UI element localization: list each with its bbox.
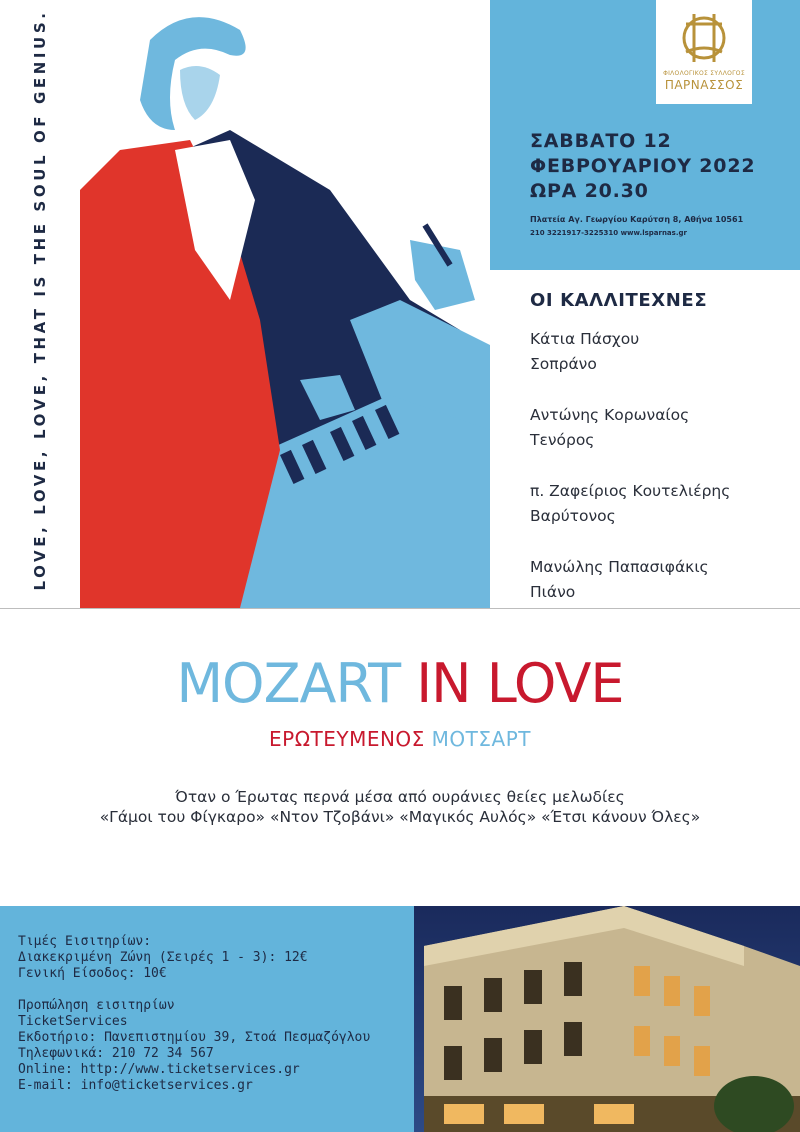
artist-role: Πιάνο (530, 583, 576, 601)
mozart-illustration (80, 0, 490, 608)
artist-name: π. Ζαφείριος Κουτελιέρης (530, 482, 731, 500)
subtitle-part2: ΜΟΤΣΑΡΤ (431, 727, 531, 751)
venue-contact: 210 3221917-3225310 www.lsparnas.gr (530, 229, 687, 237)
venue-address: Πλατεία Αγ. Γεωργίου Καρύτση 8, Αθήνα 10561 (530, 215, 744, 224)
event-date-day: ΣΑΒΒΑΤΟ 12 (530, 130, 672, 152)
ticket-vendor: TicketServices (18, 1014, 128, 1029)
section-divider (0, 608, 800, 609)
subtitle-part1: ΕΡΩΤΕΥΜΕΝΟΣ (269, 727, 425, 751)
artists-heading: ΟΙ ΚΑΛΛΙΤΕΧΝΕΣ (530, 290, 708, 311)
building-photo (414, 906, 800, 1132)
event-time: ΩΡΑ 20.30 (530, 180, 649, 202)
title-mozart: MOZART (176, 652, 401, 715)
ticket-phone: Τηλεφωνικά: 210 72 34 567 (18, 1046, 214, 1061)
logo-small-text: ΦΙΛΟΛΟΓΙΚΟΣ ΣΥΛΛΟΓΟΣ (663, 70, 745, 77)
ticket-website-link[interactable]: Online: http://www.ticketservices.gr (18, 1062, 300, 1077)
tagline-line1: Όταν ο Έρωτας περνά μέσα από ουράνιες θείες μελωδίες (175, 788, 625, 806)
concert-title (0, 652, 800, 715)
tagline-line2: «Γάμοι του Φίγκαρο» «Ντον Τζοβάνι» «Μαγικός Αυλός» «Έτσι κάνουν Όλες» (99, 808, 701, 826)
price-premium: Διακεκριμένη Ζώνη (Σειρές 1 - 3): 12€ (18, 950, 308, 965)
artist-name: Αντώνης Κορωναίος (530, 406, 690, 424)
ticket-email-link[interactable]: E-mail: info@ticketservices.gr (18, 1078, 253, 1093)
box-office: Εκδοτήριο: Πανεπιστημίου 39, Στοά Πεσμαζόγλου (18, 1030, 371, 1045)
artist-name: Κάτια Πάσχου (530, 330, 640, 348)
mozart-piano-illustration (80, 0, 490, 608)
artist-role: Βαρύτονος (530, 507, 616, 525)
prices-title: Τιμές Εισιτηρίων: (18, 934, 152, 949)
event-date-month: ΦΕΒΡΟΥΑΡΙΟΥ 2022 (530, 155, 756, 177)
genius-quote: LOVE, LOVE, LOVE, THAT IS THE SOUL OF GENIUS. (31, 9, 49, 591)
artist-name: Μανώλης Παπασιφάκις (530, 558, 709, 576)
price-general: Γενική Είσοδος: 10€ (18, 966, 167, 981)
parnassos-emblem-icon (656, 0, 752, 70)
presale-title: Προπώληση εισιτηρίων (18, 998, 175, 1013)
concert-subtitle (0, 727, 800, 751)
artist-role: Τενόρος (530, 431, 595, 449)
title-in-love: IN LOVE (416, 652, 624, 715)
artist-role: Σοπράνο (530, 355, 597, 373)
logo-main-text: ΠΑΡΝΑΣΣΟΣ (664, 78, 744, 92)
venue-photo (414, 906, 800, 1132)
